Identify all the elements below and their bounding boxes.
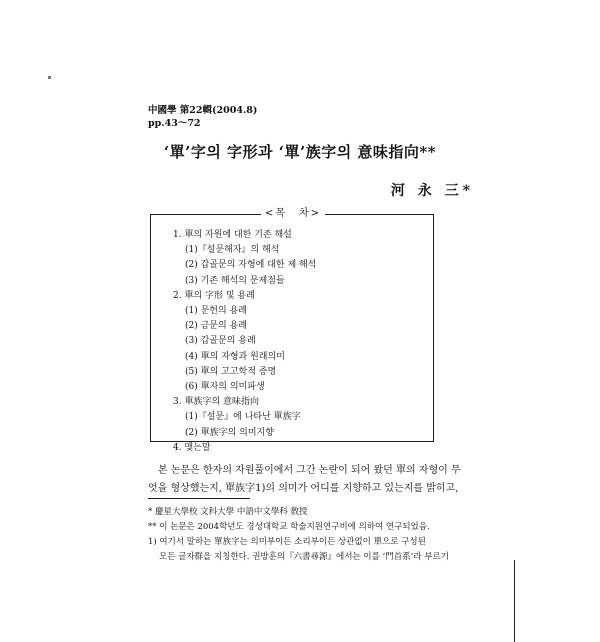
body-text	[148, 462, 466, 498]
toc-subitem: (1)『설문해자』의 해석	[185, 245, 280, 256]
toc-subitem: (1) 문헌의 용례	[185, 306, 247, 317]
footnote-separator	[148, 498, 250, 499]
table-of-contents	[150, 208, 434, 453]
footnote-1-line-2: 모든 글자群을 지칭한다. 권방훈의『六書尋源』에서는 이를 ‘門首系’라 부르기	[159, 552, 449, 562]
toc-item: 3. 單族字의 意味指向	[173, 397, 260, 408]
toc-heading-label: <목 차>	[261, 208, 325, 219]
toc-subitem: (6) 單자의 의미파생	[185, 382, 265, 393]
toc-heading	[151, 208, 435, 220]
body-paragraph: 본 논문은 한자의 자원풀이에서 그간 논란이 되어 왔던 單의 자형이 무엇을 형상했는지, 單族字1)의 의미가 어디를 지향하고 있는지를 밝히고,	[148, 465, 461, 494]
page-range: pp.43～72	[148, 118, 201, 129]
toc-subitem: (2) 갑골문의 자형에 대한 제 해석	[185, 260, 317, 271]
toc-item: 2. 單의 字形 및 용례	[173, 290, 255, 301]
journal-issue: 中國學 第22輯(2004.8)	[148, 105, 258, 116]
author-name: 河 永 三*	[390, 183, 474, 199]
toc-subitem: (2) 單族字의 의미지향	[185, 427, 274, 438]
journal-header	[148, 104, 257, 130]
scan-artifact	[48, 76, 51, 79]
toc-subitem: (4) 單의 자형과 원래의미	[185, 351, 285, 362]
footnotes	[148, 505, 478, 565]
toc-item: 4. 맺는말	[173, 442, 211, 453]
toc-list	[173, 228, 316, 456]
toc-subitem: (1)『설문』에 나타난 單族字	[185, 412, 301, 423]
toc-subitem: (3) 갑골문의 용례	[185, 336, 256, 347]
footnote-affiliation: * 慶星大學校 文科大學 中語中文學科 敎授	[148, 507, 308, 517]
toc-item: 1. 單의 자원에 대한 기존 해설	[173, 230, 292, 240]
toc-subitem: (5) 單의 고고학적 증명	[185, 366, 277, 377]
page-edge-line	[514, 560, 515, 642]
toc-subitem: (3) 기존 해석의 문제점들	[185, 275, 285, 286]
footnote-funding: ** 이 논문은 2004학년도 경성대학교 학술지원연구비에 의하여 연구되었음.	[148, 522, 430, 532]
paper-title: ‘單’字의 字形과 ‘單’族字의 意味指向**	[163, 143, 437, 161]
footnote-1-line-1: 1) 여기서 말하는 單族字는 의미부이든 소리부이든 상관없이 單으로 구성된	[148, 537, 426, 547]
toc-subitem: (2) 금문의 용례	[185, 321, 247, 332]
